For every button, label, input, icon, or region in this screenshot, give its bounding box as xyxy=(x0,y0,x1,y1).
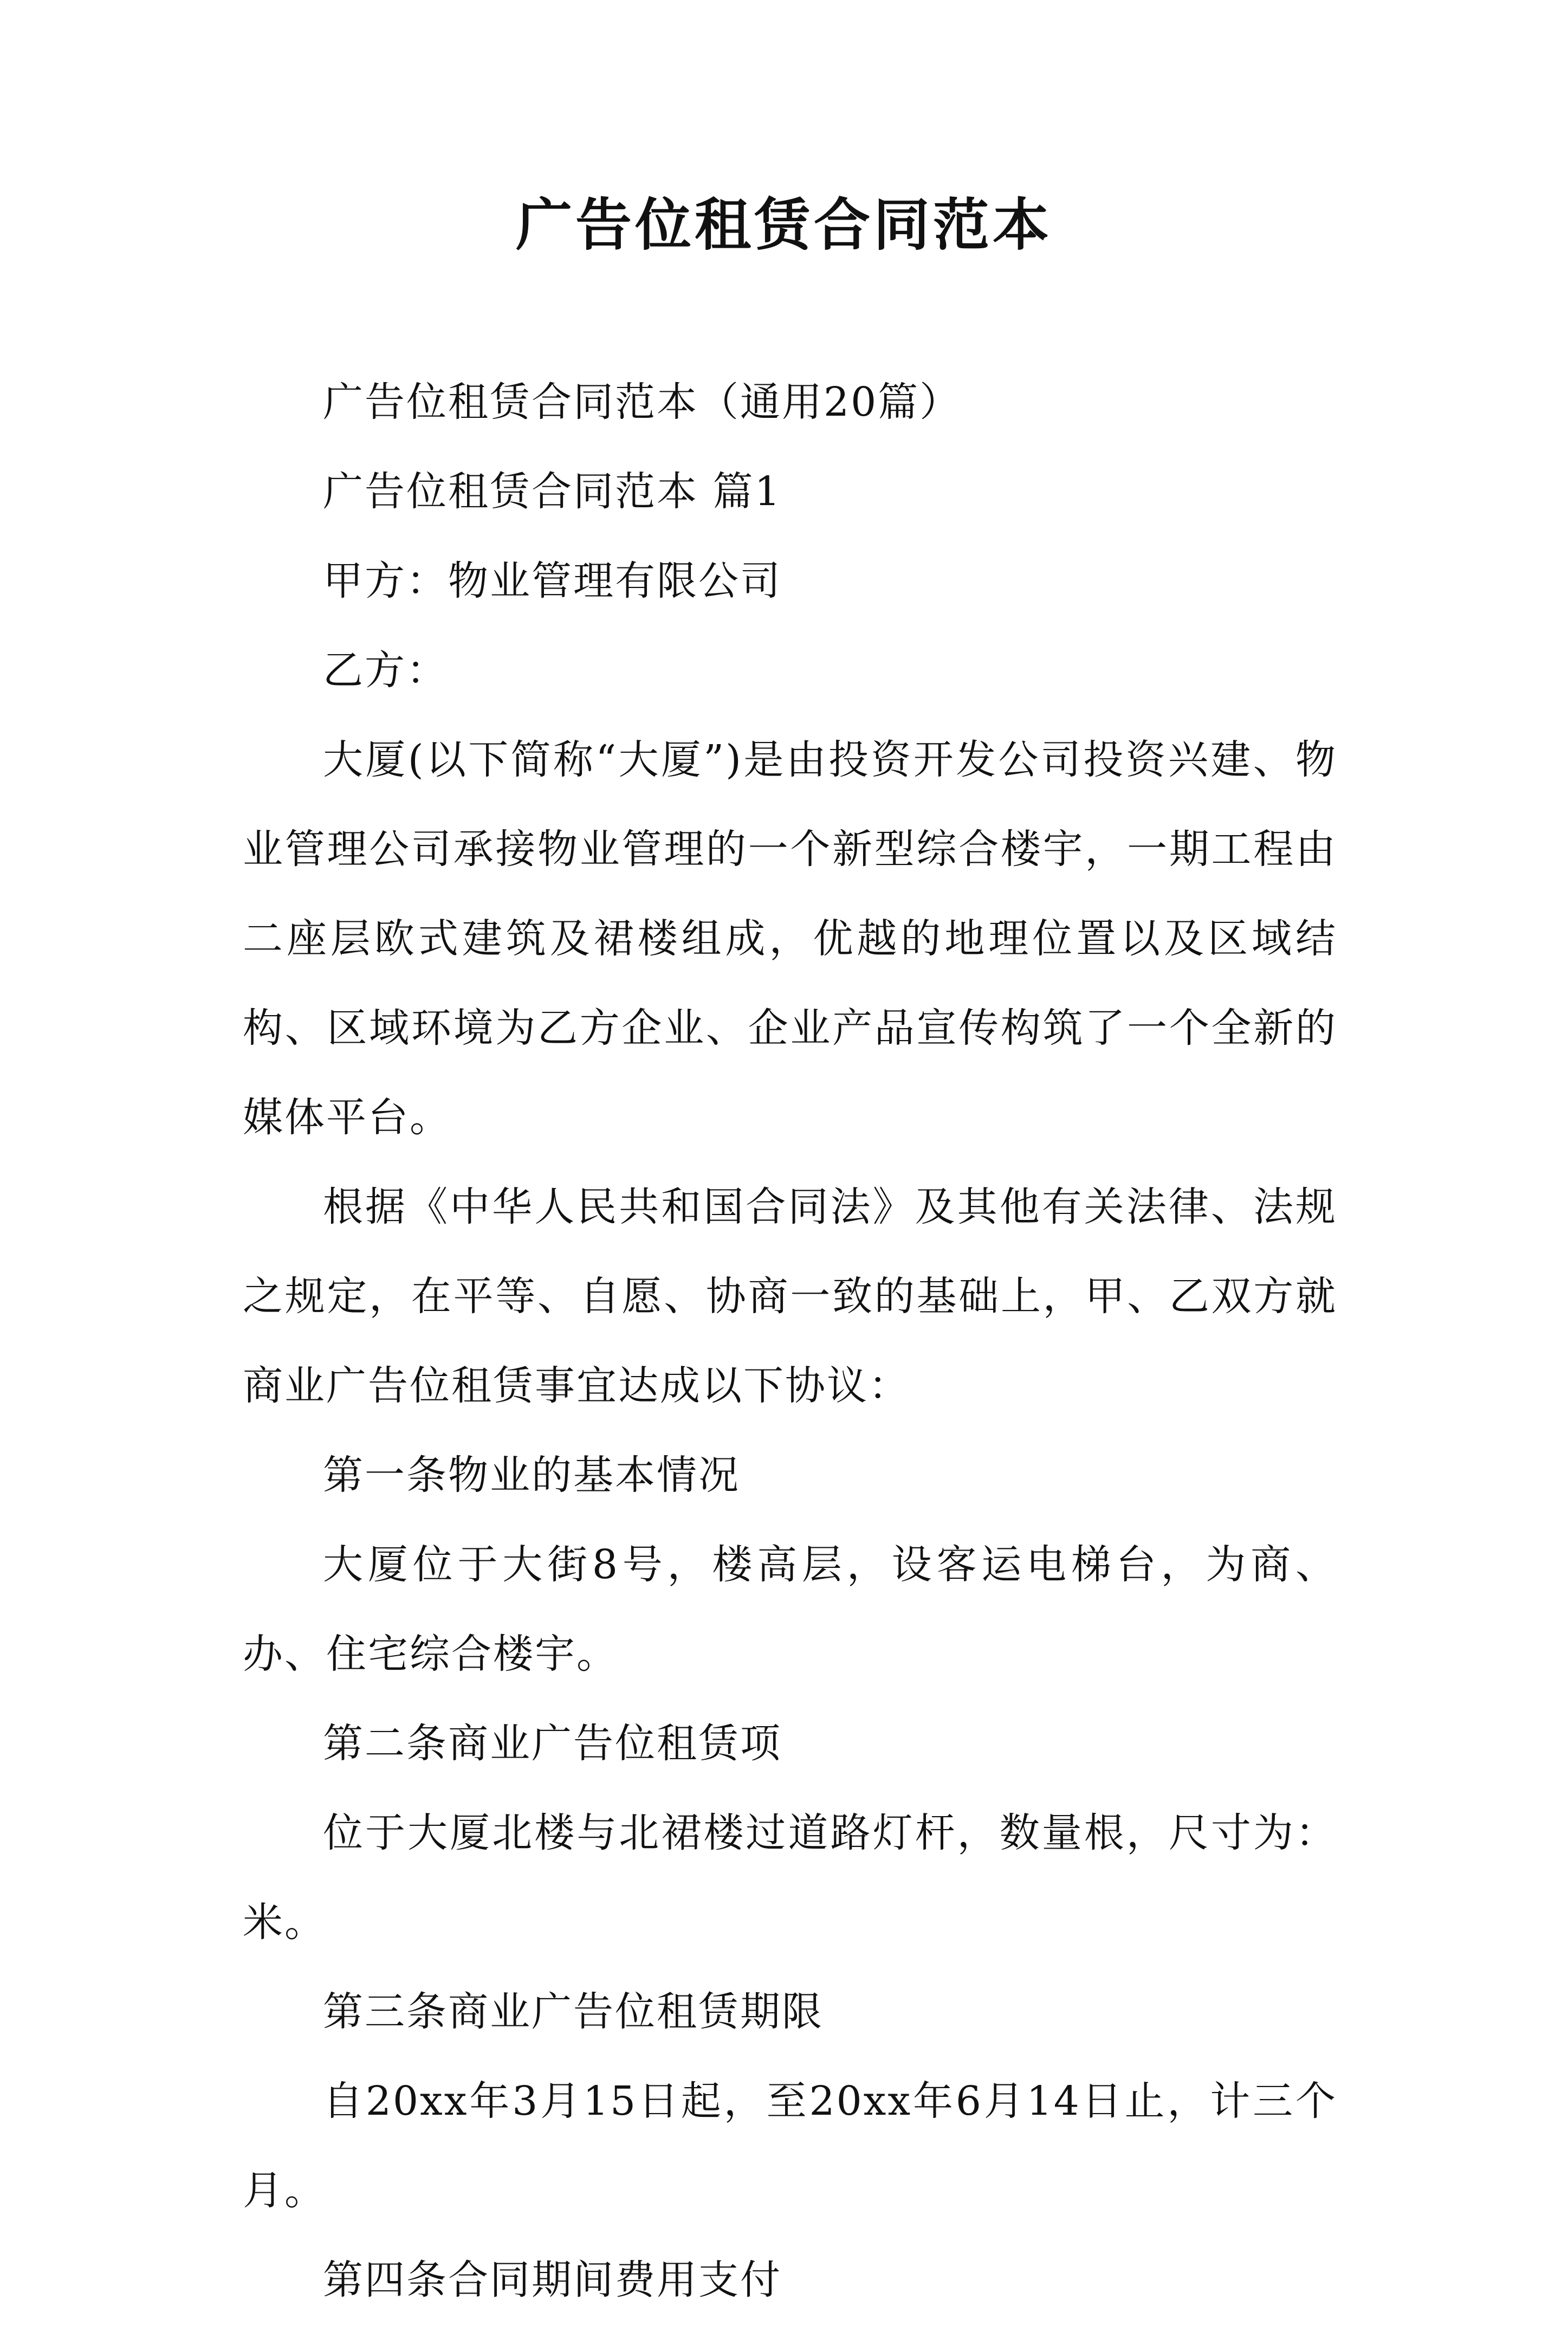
paragraph-article-2-heading: 第二条商业广告位租赁项 xyxy=(323,1720,782,1767)
document-title: 广告位租赁合同范本 xyxy=(515,191,1052,258)
paragraph-party-a: 甲方：物业管理有限公司 xyxy=(323,558,782,604)
paragraph-party-b: 乙方： xyxy=(323,647,448,694)
paragraph-article-3-heading: 第三条商业广告位租赁期限 xyxy=(323,1988,824,2035)
paragraph-article-1-heading: 第一条物业的基本情况 xyxy=(323,1452,740,1499)
paragraph-section-heading: 广告位租赁合同范本 篇1 xyxy=(323,468,782,515)
paragraph-building-intro: 大厦(以下简称“大厦”)是由投资开发公司投资兴建、物业管理公司承接物业管理的一个新型综合楼宇，一期工程由二座层欧式建筑及裙楼组成，优越的地理位置以及区域结构、区域环境为乙方企业、企业产品宣传构筑了一个全新的媒体平台。 xyxy=(243,737,1337,1141)
paragraph-article-1-body: 大厦位于大街8号，楼高层，设客运电梯台，为商、办、住宅综合楼宇。 xyxy=(243,1541,1337,1677)
paragraph-subtitle: 广告位租赁合同范本（通用20篇） xyxy=(323,379,962,425)
paragraph-article-3-body: 自20xx年3月15日起，至20xx年6月14日止，计三个月。 xyxy=(243,2078,1337,2214)
paragraph-legal-basis: 根据《中华人民共和国合同法》及其他有关法律、法规之规定，在平等、自愿、协商一致的基础上，甲、乙双方就商业广告位租赁事宜达成以下协议： xyxy=(243,1184,1337,1409)
paragraph-article-2-body: 位于大厦北楼与北裙楼过道路灯杆，数量根，尺寸为：米。 xyxy=(243,1810,1337,1946)
paragraph-article-4-heading: 第四条合同期间费用支付 xyxy=(323,2257,782,2303)
document-body xyxy=(243,358,1337,2325)
